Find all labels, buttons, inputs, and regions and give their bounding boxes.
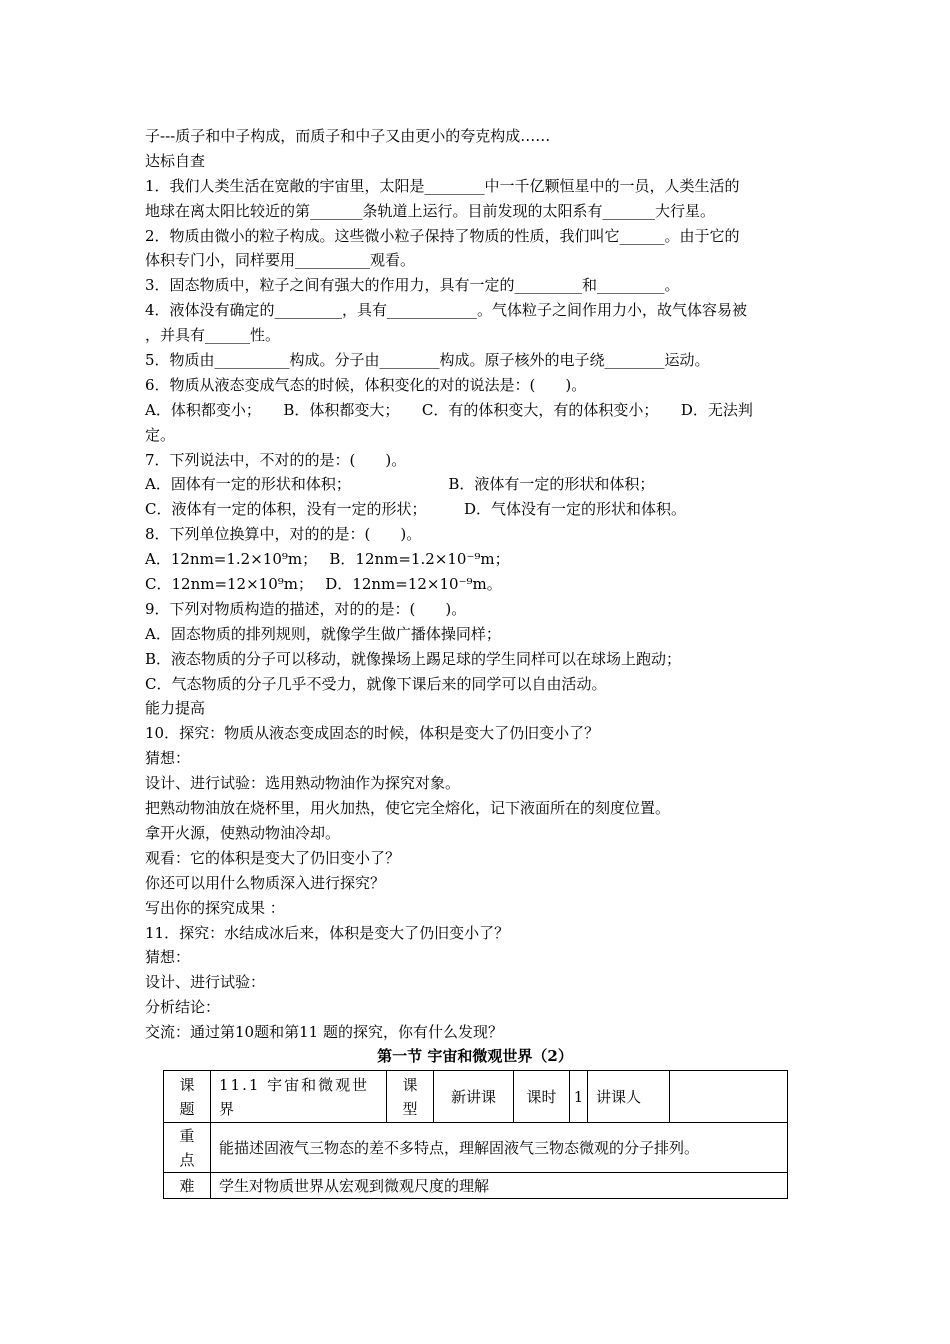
text-line: 4．液体没有确定的_________，具有____________。气体粒子之间作用力小，故气体容易被 xyxy=(145,301,748,320)
text-line: 达标自查 xyxy=(145,151,206,170)
teacher-label: 讲课人 xyxy=(588,1071,670,1123)
text-line: 体积专门小，同样要用__________观看。 xyxy=(145,251,416,270)
text-line: A．固体有一定的形状和体积； B．液体有一定的形状和体积； xyxy=(145,475,655,494)
text-line: A．固态物质的排列规则，就像学生做广播体操同样； xyxy=(145,624,501,643)
text-line: 地球在离太阳比较近的第_______条轨道上运行。目前发现的太阳系有_______大行星。 xyxy=(145,201,716,220)
text-line: 拿开火源，使熟动物油冷却。 xyxy=(145,823,341,842)
key-point-label: 重 点 xyxy=(164,1123,211,1173)
teacher-value xyxy=(670,1071,788,1123)
text-line: C．液体有一定的体积，没有一定的形状； D．气体没有一定的形状和体积。 xyxy=(145,500,687,519)
text-line: 你还可以用什么物质深入进行探究？ xyxy=(145,873,386,892)
text-line: 11．探究：水结成冰后来，体积是变大了仍旧变小了？ xyxy=(145,923,510,942)
topic-label: 课 题 xyxy=(164,1071,211,1123)
type-label: 课 型 xyxy=(387,1071,434,1123)
text-line: 3．固态物质中，粒子之间有强大的作用力，具有一定的_________和_________。 xyxy=(145,276,680,295)
text-line: 5．物质由__________构成。分子由________构成。原子核外的电子绕________运动。 xyxy=(145,351,710,370)
text-line: C．气态物质的分子几乎不受力，就像下课后来的同学可以自由活动。 xyxy=(145,674,607,693)
table-row xyxy=(164,1173,788,1199)
difficulty-label: 难 xyxy=(164,1173,211,1199)
text-line: 写出你的探究成果 ： xyxy=(145,898,285,917)
text-line: 9．下列对物质构造的描述，对的的是：( )。 xyxy=(145,599,467,618)
text-line: A．12nm=1.2×10⁹m； B．12nm=1.2×10⁻⁹m； xyxy=(145,550,510,569)
text-line: B．液态物质的分子可以移动，就像操场上踢足球的学生同样可以在球场上跑动； xyxy=(145,649,682,668)
text-line: 能力提高 xyxy=(145,699,206,718)
difficulty-value: 学生对物质世界从宏观到微观尺度的理解 xyxy=(211,1173,788,1199)
topic-value: 11.1 宇宙和微观世 界 xyxy=(211,1071,387,1123)
text-line: 猜想： xyxy=(145,948,191,967)
text-line: 观看：它的体积是变大了仍旧变小了？ xyxy=(145,848,401,867)
body-text xyxy=(145,124,815,1045)
text-line: 设计、进行试验： xyxy=(145,973,266,992)
table-row xyxy=(164,1123,788,1173)
text-line: 2．物质由微小的粒子构成。这些微小粒子保持了物质的性质，我们叫它______。由于它的 xyxy=(145,226,740,245)
text-line: A．体积都变小； B．体积都变大； C．有的体积变大，有的体积变小； D．无法判 xyxy=(145,400,753,419)
table-row xyxy=(164,1071,788,1123)
lesson-info-table xyxy=(163,1070,788,1199)
text-line: 把熟动物油放在烧杯里，用火加热，使它完全熔化，记下液面所在的刻度位置。 xyxy=(145,799,671,818)
text-line: 定。 xyxy=(145,425,176,444)
type-value: 新讲课 xyxy=(434,1071,514,1123)
text-line: 猜想： xyxy=(145,749,191,768)
text-line: C．12nm=12×10⁹m； D．12nm=12×10⁻⁹m。 xyxy=(145,575,502,594)
text-line: ，并具有______性。 xyxy=(145,326,281,345)
text-line: 交流：通过第10题和第11 题的探究，你有什么发现？ xyxy=(145,1023,503,1042)
text-line: 分析结论： xyxy=(145,998,221,1017)
hours-label: 课时 xyxy=(514,1071,570,1123)
text-line: 8．下列单位换算中，对的的是：( )。 xyxy=(145,525,422,544)
text-line: 6．物质从液态变成气态的时候，体积变化的对的说法是：( )。 xyxy=(145,375,587,394)
text-line: 1．我们人类生活在宽敞的宇宙里，太阳是________中一千亿颗恒星中的一员，人类生活的 xyxy=(145,176,740,195)
text-line: 7．下列说法中，不对的的是：( )。 xyxy=(145,450,407,469)
text-line: 设计、进行试验：选用熟动物油作为探究对象。 xyxy=(145,774,461,793)
hours-value: 1 xyxy=(570,1071,588,1123)
key-point-value: 能描述固液气三物态的差不多特点，理解固液气三物态微观的分子排列。 xyxy=(211,1123,788,1173)
section-title: 第一节 宇宙和微观世界（2） xyxy=(377,1047,573,1065)
text-line: 10．探究：物质从液态变成固态的时候，体积是变大了仍旧变小了？ xyxy=(145,724,600,743)
text-line: 子---质子和中子构成，而质子和中子又由更小的夸克构成…… xyxy=(145,127,551,145)
